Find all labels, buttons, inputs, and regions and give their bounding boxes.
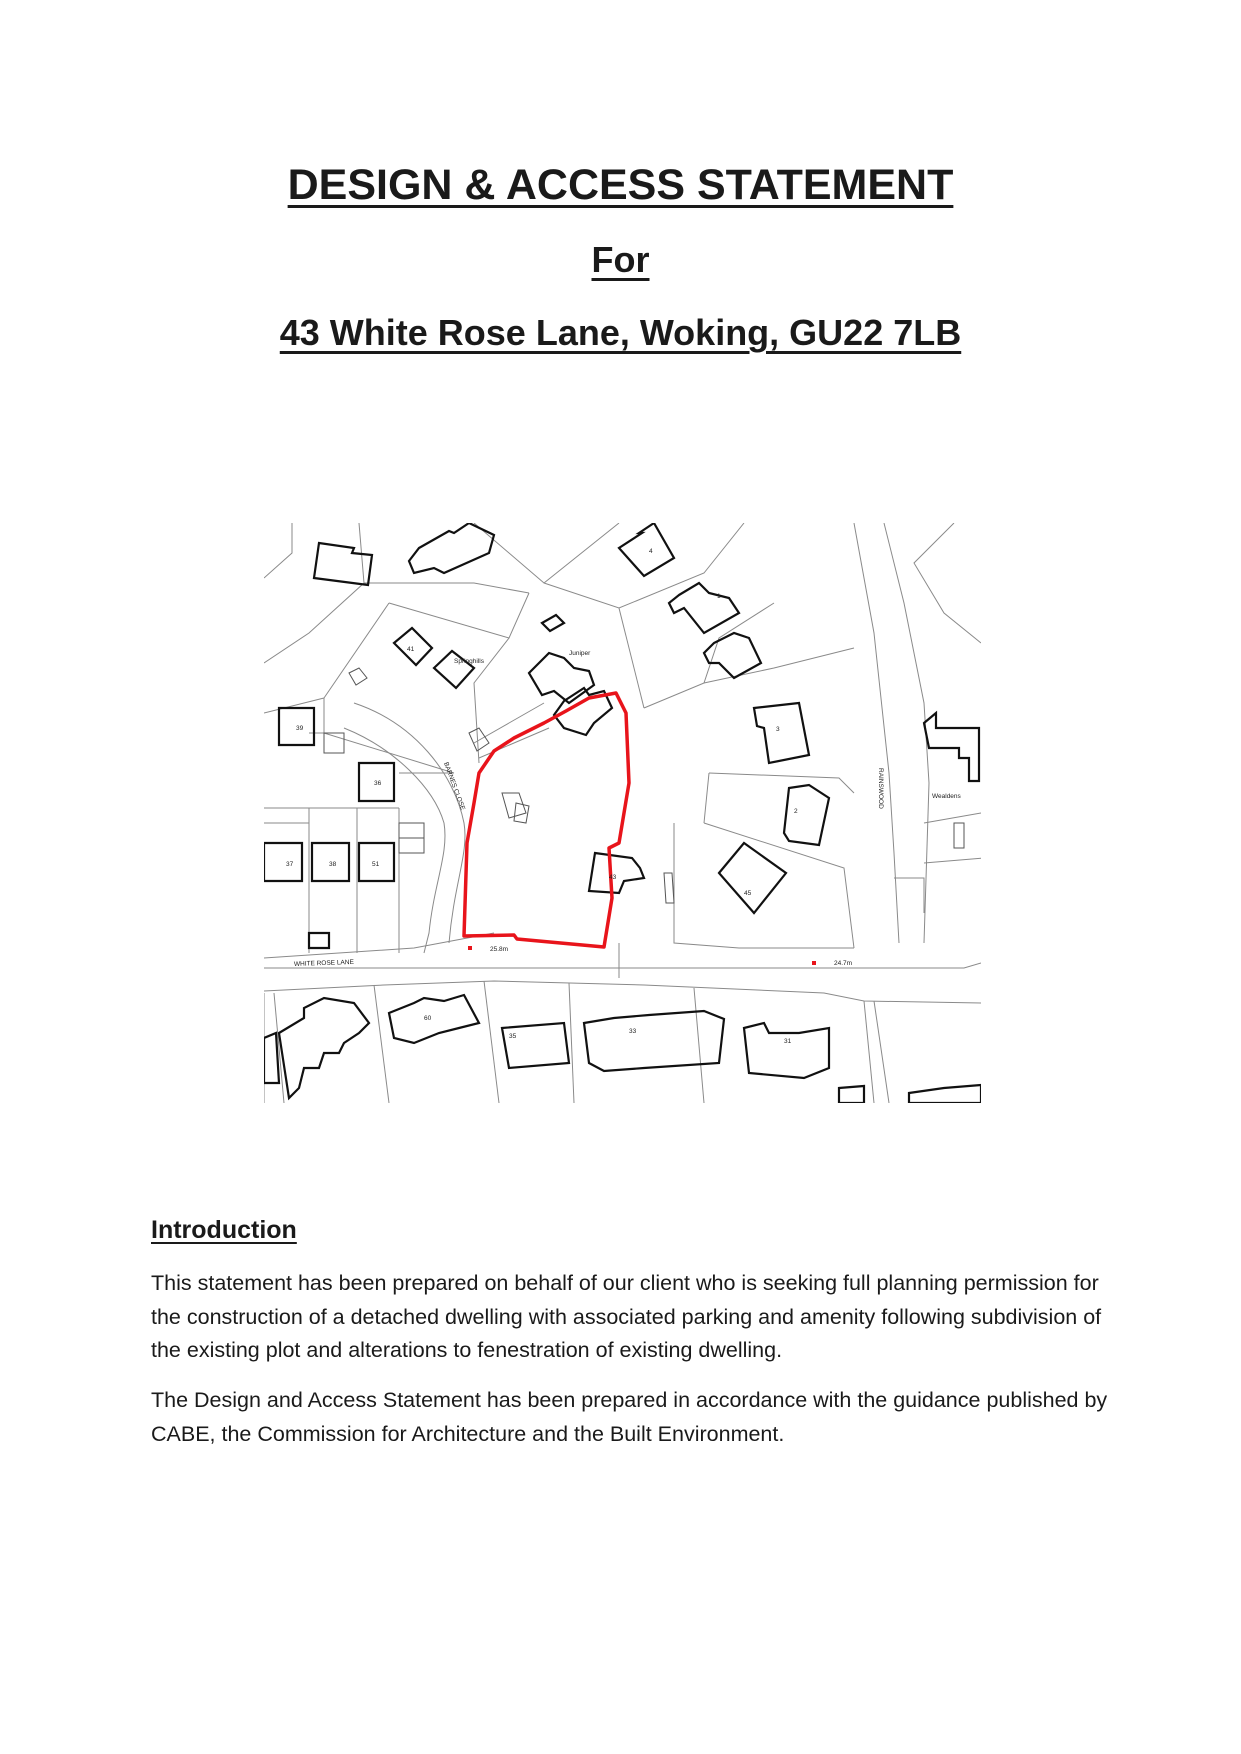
house-row-1 <box>264 843 302 881</box>
house-south-7 <box>909 1085 981 1103</box>
label-wealdens: Wealdens <box>932 793 961 800</box>
label-side-road: RAINSWOOD <box>877 768 884 809</box>
label-level-right: 24.7m <box>834 960 853 967</box>
label-plot-43: 43 <box>609 874 617 881</box>
label-house-e: 38 <box>329 861 337 868</box>
label-house-a: 41 <box>407 646 415 653</box>
site-location-plan <box>264 523 981 1103</box>
house-east-2 <box>784 785 829 845</box>
introduction-heading: Introduction <box>151 1216 297 1244</box>
label-house-f: 51 <box>372 861 380 868</box>
house-south-4 <box>584 1011 724 1071</box>
house-45 <box>719 843 786 913</box>
label-level-left: 25.8m <box>490 946 509 953</box>
garage-left <box>309 933 329 948</box>
for-line: For <box>591 239 650 280</box>
house-south-0 <box>264 1033 279 1083</box>
house-juniper <box>529 653 594 703</box>
house-top-right <box>619 523 674 576</box>
label-springhills: Springhills <box>454 658 484 665</box>
label-house-i: 33 <box>629 1028 637 1035</box>
label-house-45: 45 <box>744 890 752 897</box>
label-house-n: 1 <box>717 593 721 600</box>
house-south-2 <box>389 995 479 1043</box>
house-wealdens <box>924 713 979 781</box>
label-house-d: 37 <box>286 861 294 868</box>
site-boundary-red <box>464 693 629 947</box>
label-road-lower: WHITE ROSE LANE <box>293 958 355 968</box>
level-marker-left <box>468 946 472 950</box>
label-house-c: 36 <box>374 780 382 787</box>
house-south-6 <box>839 1086 864 1103</box>
site-plan-svg <box>264 523 981 1103</box>
house-south-3 <box>502 1023 569 1068</box>
outbuildings <box>324 668 964 903</box>
house-right-2 <box>704 633 761 678</box>
label-house-g: 60 <box>424 1015 432 1022</box>
house-springhills <box>434 651 474 688</box>
label-house-l: 3 <box>776 726 780 733</box>
label-close-name: BARNES CLOSE <box>442 761 466 812</box>
label-house-h: 35 <box>509 1033 517 1040</box>
house-south-5 <box>744 1023 829 1078</box>
house-top-middle <box>409 523 494 573</box>
house-43 <box>589 853 644 893</box>
label-juniper: Juniper <box>569 650 591 657</box>
label-house-m: 2 <box>794 808 798 815</box>
site-address: 43 White Rose Lane, Woking, GU22 7LB <box>279 312 962 353</box>
document-title: DESIGN & ACCESS STATEMENT <box>287 161 954 209</box>
label-house-j: 31 <box>784 1038 792 1045</box>
house-right-1 <box>669 583 739 633</box>
house-south-1 <box>279 998 369 1098</box>
label-house-k: 4 <box>649 548 653 555</box>
level-marker-right <box>812 961 816 965</box>
introduction-paragraph-1: This statement has been prepared on behalf of our client who is seeking full planning permission for the construction of a detached dwelling with associated parking and amenity following subdivision of the existing plot and alterations to fenestration of existing dwelling. <box>151 1271 1102 1362</box>
house-east-1 <box>754 703 809 763</box>
shed-juniper <box>542 615 564 631</box>
label-house-b: 39 <box>296 725 304 732</box>
introduction-paragraph-2: The Design and Access Statement has been prepared in accordance with the guidance published by CABE, the Commission for Architecture and the Built Environment. <box>151 1388 1108 1446</box>
